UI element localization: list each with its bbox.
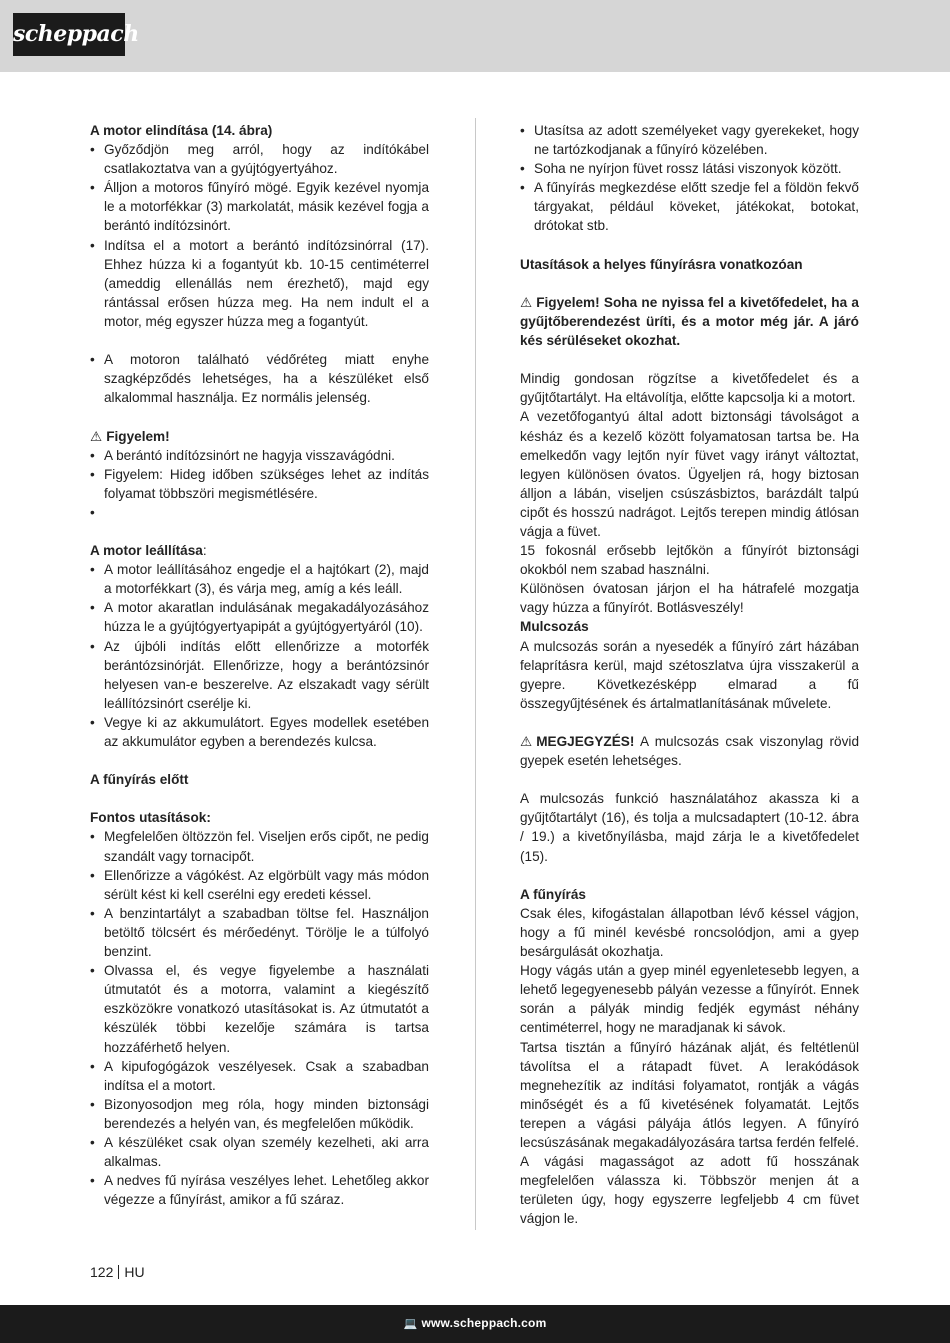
left-column [90, 121, 429, 1209]
page-number [90, 1264, 145, 1280]
note-text: A mulcsozás csak viszonylag rövid gyepek esetén lehetséges. [520, 734, 859, 769]
warning-heading [90, 427, 429, 446]
section-title-mowing: A fűnyírás [520, 886, 586, 902]
website-link[interactable]: www.scheppach.com [421, 1316, 547, 1330]
warning-icon: ⚠ [520, 734, 533, 749]
paragraph: Tartsa tisztán a fűnyíró házának alját, és feltétlenül távolítsa el a rátapadt füvet. A lerakódások megnehezítik az indítási folyamatot, rontják a vágás minőségét és a fű kivetésének folyamatát. Lejtős terepen a vágási pályája átlós legyen. A fűnyíró lecsúszásának megakadályozására tartsa ferdén felfelé. A vágási magasságot az adott fű hosszának megfelelően válassza ki. Többször menjen át a területen úgy, hogy egyszerre legfeljebb 4 cm füvet vágjon le. [520, 1039, 859, 1227]
section-title-correct-mowing: Utasítások a helyes fűnyírásra vonatkozóan [520, 256, 803, 272]
list-item: • Bizonyosodjon meg róla, hogy minden biztonsági berendezés a helyén van, és megfelelően működik. [90, 1095, 429, 1133]
stop-motor-title: A motor leállítása [90, 543, 203, 559]
list-item: • A kipufogógázok veszélyesek. Csak a szabadban indítsa el a motort. [90, 1057, 429, 1095]
list-item: • Figyelem: Hideg időben szükséges lehet az indítás folyamat többszöri megismétlésére. [90, 465, 429, 503]
brand-logo: scheppach [13, 13, 125, 56]
list-item: • Ellenőrizze a vágókést. Az elgörbült vagy más módon sérült kést ki kell cserélni egy eredeti késsel. [90, 866, 429, 904]
list-item: • Vegye ki az akkumulátort. Egyes modellek esetében az akkumulátor egyben a berendezés kulcsa. [90, 713, 429, 751]
section-title-stop-motor [90, 541, 429, 560]
warning-paragraph [520, 293, 859, 350]
right-column [520, 121, 859, 1228]
header-bar [0, 0, 950, 72]
stop-motor-list [90, 560, 429, 751]
section-title-important-instructions: Fontos utasítások: [90, 810, 211, 826]
list-item: • Álljon a motoros fűnyíró mögé. Egyik kezével nyomja le a motorfékkar (3) markolatát, másik kezével fogja a berántó indítózsinórt. [90, 178, 429, 235]
language-code: HU [124, 1264, 145, 1280]
note-label: MEGJEGYZÉS! [536, 734, 635, 749]
list-item: • Győződjön meg arról, hogy az indítókábel csatlakoztatva van a gyújtógyertyához. [90, 140, 429, 178]
paragraph: Hogy vágás után a gyep minél egyenletesebb legyen, a lehető legegyenesebb pályán vezesse a fűnyírót. Ennek során a pályák mindig fedjék egymást néhány centiméterrel, hogy ne maradjanak ki sávok. [520, 963, 859, 1036]
right-bullet-list [520, 121, 859, 236]
start-motor-note-list [90, 350, 429, 407]
column-divider [475, 118, 476, 1230]
list-item: • A berántó indítózsinórt ne hagyja visszavágódni. [90, 446, 429, 465]
paragraph: A mulcsozás funkció használatához akassza ki a gyűjtőtartályt (16), és tolja a mulcsadaptert (10-12. ábra / 19.) a kivetőnyílásba, majd zárja le a kivetőfedelet (15). [520, 791, 859, 864]
paragraph: A mulcsozás során a nyesedék a fűnyíró zárt házában felaprításra kerül, majd szétoszlatva újra visszakerül a gyepre. Következésképp elmarad a fű összegyűjtésének és ártalmatlanításának művelete. [520, 638, 859, 711]
list-item: • A motoron található védőréteg miatt enyhe szagképződés lehetséges, ha a készüléket első alkalommal használja. Ez normális jelenség. [90, 350, 429, 407]
section-title-before-mowing: A fűnyírás előtt [90, 772, 189, 788]
list-item: • A nedves fű nyírása veszélyes lehet. Lehetőleg akkor végezze a fűnyírást, amikor a fű száraz. [90, 1171, 429, 1209]
page-number-value: 122 [90, 1264, 114, 1280]
note-paragraph [520, 732, 859, 770]
list-item: • Olvassa el, és vegye figyelembe a használati útmutatót és a motorra, valamint a kiegészítő eszközökre vonatkozó utasításokat is. Az útmutatót a készülék többi kezelője számára is tartsa hozzáférhető helyen. [90, 961, 429, 1056]
list-item: • Az újbóli indítás előtt ellenőrizze a motorfék berántózsinórját. Ellenőrizze, hogy a berántózsinór helyesen van-e beszerelve. Az elszakadt vagy sérült leállítózsinórt cserélje ki. [90, 637, 429, 713]
section-title-start-motor: A motor elindítása (14. ábra) [90, 123, 273, 138]
paragraph: Csak éles, kifogástalan állapotban lévő késsel vágjon, hogy a fű minél kevésbé roncsolódjon, ami a gyep besárgulását okozhatja. [520, 905, 859, 960]
paragraph: A vezetőfogantyú által adott biztonsági távolságot a késház és a kezelő között folyamatosan tartsa be. Ha emelkedőn vagy lejtőn nyír füvet vagy irányt változtat, legyen különösen óvatos. Ügyeljen rá, hogy biztosan álljon a lábán, viseljen csúszásbiztos, barázdált talpú cipőt és hosszú nadrágot. Lejtős terepen mindig átlósan vágja a füvet. [520, 409, 859, 539]
list-item: • A benzintartályt a szabadban töltse fel. Használjon betöltő tölcsért és mérőedényt. Törölje le a túlfolyó benzint. [90, 904, 429, 961]
stop-motor-colon: : [202, 543, 207, 559]
list-item: • A motor leállításához engedje el a hajtókart (2), majd a motorfékkart (3), és várja meg, amíg a kés leáll. [90, 560, 429, 598]
warning-icon: ⚠ [90, 428, 103, 444]
warning-title: Figyelem! [106, 428, 170, 444]
paragraph: Különösen óvatosan járjon el ha hátrafelé mozgatja vagy húzza a fűnyírót. Botlásveszély! [520, 581, 859, 616]
list-item: • Soha ne nyírjon füvet rossz látási viszonyok között. [520, 159, 859, 178]
warning-icon: ⚠ [520, 294, 533, 310]
important-instructions-list [90, 827, 429, 1209]
list-item: • A motor akaratlan indulásának megakadályozásához húzza le a gyújtógyertyapipát a gyújtógyertyáról (10). [90, 598, 429, 636]
list-item: • A készüléket csak olyan személy kezelheti, aki arra alkalmas. [90, 1133, 429, 1171]
list-item: • Megfelelően öltözzön fel. Viseljen erős cipőt, ne pedig szandált vagy tornacipőt. [90, 827, 429, 865]
monitor-icon: 💻 [403, 1318, 418, 1330]
section-title-mulching: Mulcsozás [520, 619, 589, 635]
paragraph: Mindig gondosan rögzítse a kivetőfedelet és a gyűjtőtartályt. Ha eltávolítja, előtte kapcsolja ki a motort. [520, 371, 859, 406]
start-motor-list [90, 140, 429, 331]
footer-website[interactable] [0, 1316, 950, 1330]
list-item: • A fűnyírás megkezdése előtt szedje fel a földön fekvő tárgyakat, például köveket, játékokat, botokat, drótokat stb. [520, 178, 859, 235]
paragraph: 15 fokosnál erősebb lejtőkön a fűnyírót biztonsági okokból nem szabad használni. [520, 543, 859, 578]
list-item: • Indítsa el a motort a berántó indítózsinórral (17). Ehhez húzza ki a fogantyút kb. 10-15 centiméterrel (ameddig ellenállás nem érezhető), majd egy rántással erősen húzza meg. Ha nem indult el a motor, még egyszer húzza meg a fogantyút. [90, 236, 429, 331]
warning-list [90, 446, 429, 522]
list-item: • Utasítsa az adott személyeket vagy gyerekeket, hogy ne tartózkodjanak a fűnyíró közelében. [520, 121, 859, 159]
warning-text: Figyelem! Soha ne nyissa fel a kivetőfedelet, ha a gyűjtőberendezést üríti, és a motor még jár. A járó kés sérüléseket okozhat. [520, 294, 859, 349]
list-item [90, 503, 429, 522]
footer-bar [0, 1305, 950, 1343]
page-number-separator [118, 1265, 119, 1279]
